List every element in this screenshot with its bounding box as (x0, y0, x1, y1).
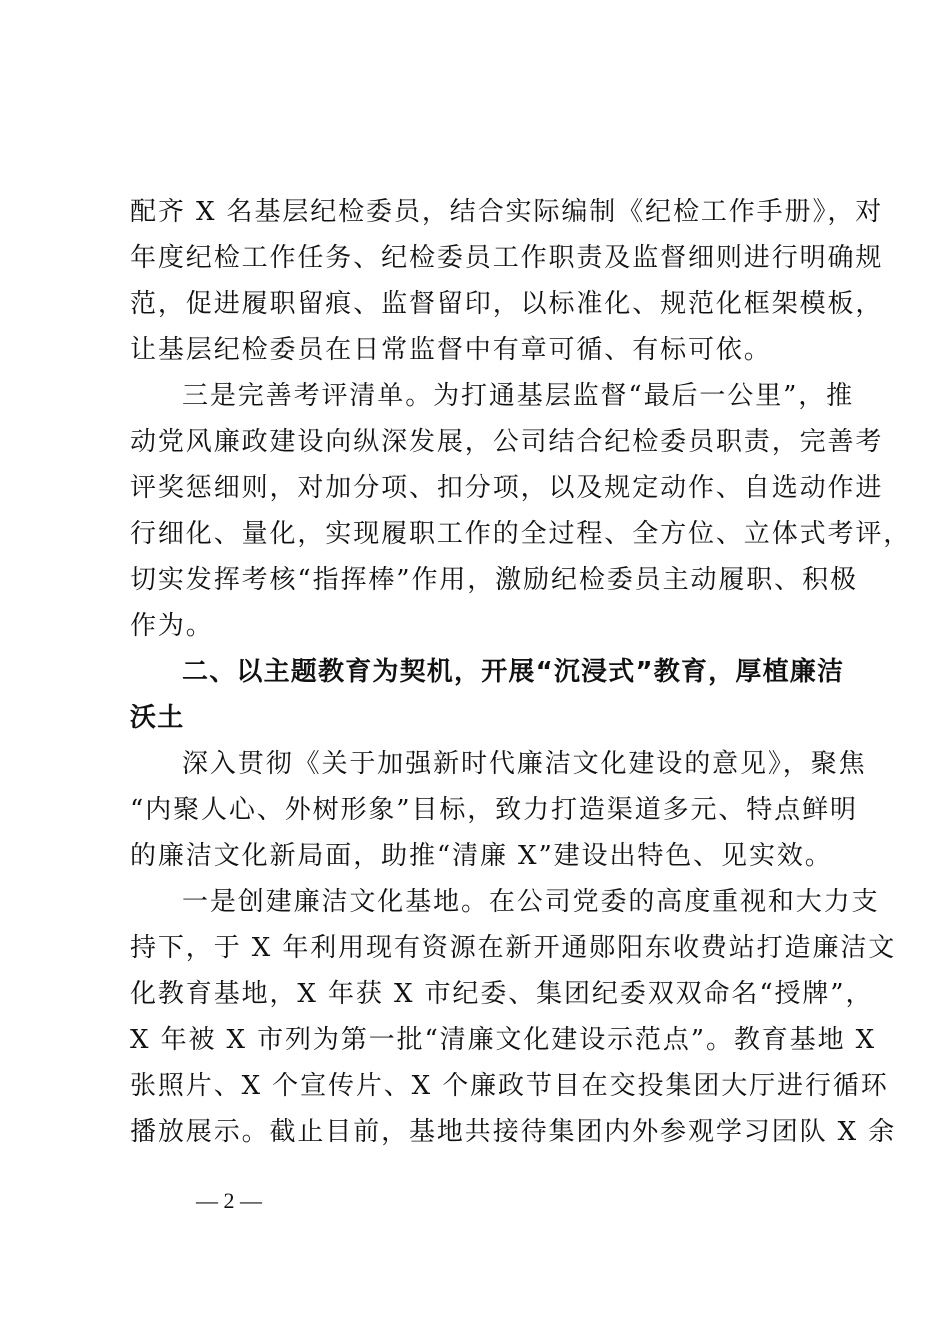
page-number: — 2 — (196, 1188, 262, 1213)
body-text-line: 范，促进履职留痕、监督留印，以标准化、规范化框架模板， (130, 289, 884, 319)
section-heading: 沃土 (130, 703, 185, 733)
body-text-line: 切实发挥考核“指挥棒”作用，激励纪检委员主动履职、积极 (130, 565, 858, 595)
body-text-line: 年度纪检工作任务、纪检委员工作职责及监督细则进行明确规 (130, 243, 884, 273)
body-text-line: 化教育基地，X 年获 X 市纪委、集团纪委双双命名“授牌”， (130, 979, 874, 1009)
body-text-line: 一是创建廉洁文化基地。在公司党委的高度重视和大力支 (182, 887, 880, 917)
body-text-line: 让基层纪检委员在日常监督中有章可循、有标可依。 (130, 335, 772, 365)
body-text-line: 张照片、X 个宣传片、X 个廉政节目在交投集团大厅进行循环 (130, 1071, 889, 1101)
body-text-line: 深入贯彻《关于加强新时代廉洁文化建设的意见》，聚焦 (182, 749, 867, 779)
body-text-line: 播放展示。截止目前，基地共接待集团内外参观学习团队 X 余 (130, 1117, 897, 1147)
body-text-line: 三是完善考评清单。为打通基层监督“最后一公里”，推 (182, 381, 855, 411)
body-text-line: 配齐 X 名基层纪检委员，结合实际编制《纪检工作手册》，对 (130, 197, 884, 227)
body-text-line: 持下，于 X 年利用现有资源在新开通郧阳东收费站打造廉洁文 (130, 933, 897, 963)
body-text-line: 作为。 (130, 611, 214, 641)
body-text-line: 行细化、量化，实现履职工作的全过程、全方位、立体式考评， (130, 519, 912, 549)
body-text-line: 动党风廉政建设向纵深发展，公司结合纪检委员职责，完善考 (130, 427, 884, 457)
body-text-line: 评奖惩细则，对加分项、扣分项，以及规定动作、自选动作进 (130, 473, 884, 503)
section-heading: 二、以主题教育为契机，开展“沉浸式”教育，厚植廉洁 (182, 657, 845, 687)
body-text-line: X 年被 X 市列为第一批“清廉文化建设示范点”。教育基地 X (130, 1025, 877, 1055)
body-text-line: 的廉洁文化新局面，助推“清廉 X”建设出特色、见实效。 (130, 841, 833, 871)
body-text-line: “内聚人心、外树形象”目标，致力打造渠道多元、特点鲜明 (130, 795, 858, 825)
